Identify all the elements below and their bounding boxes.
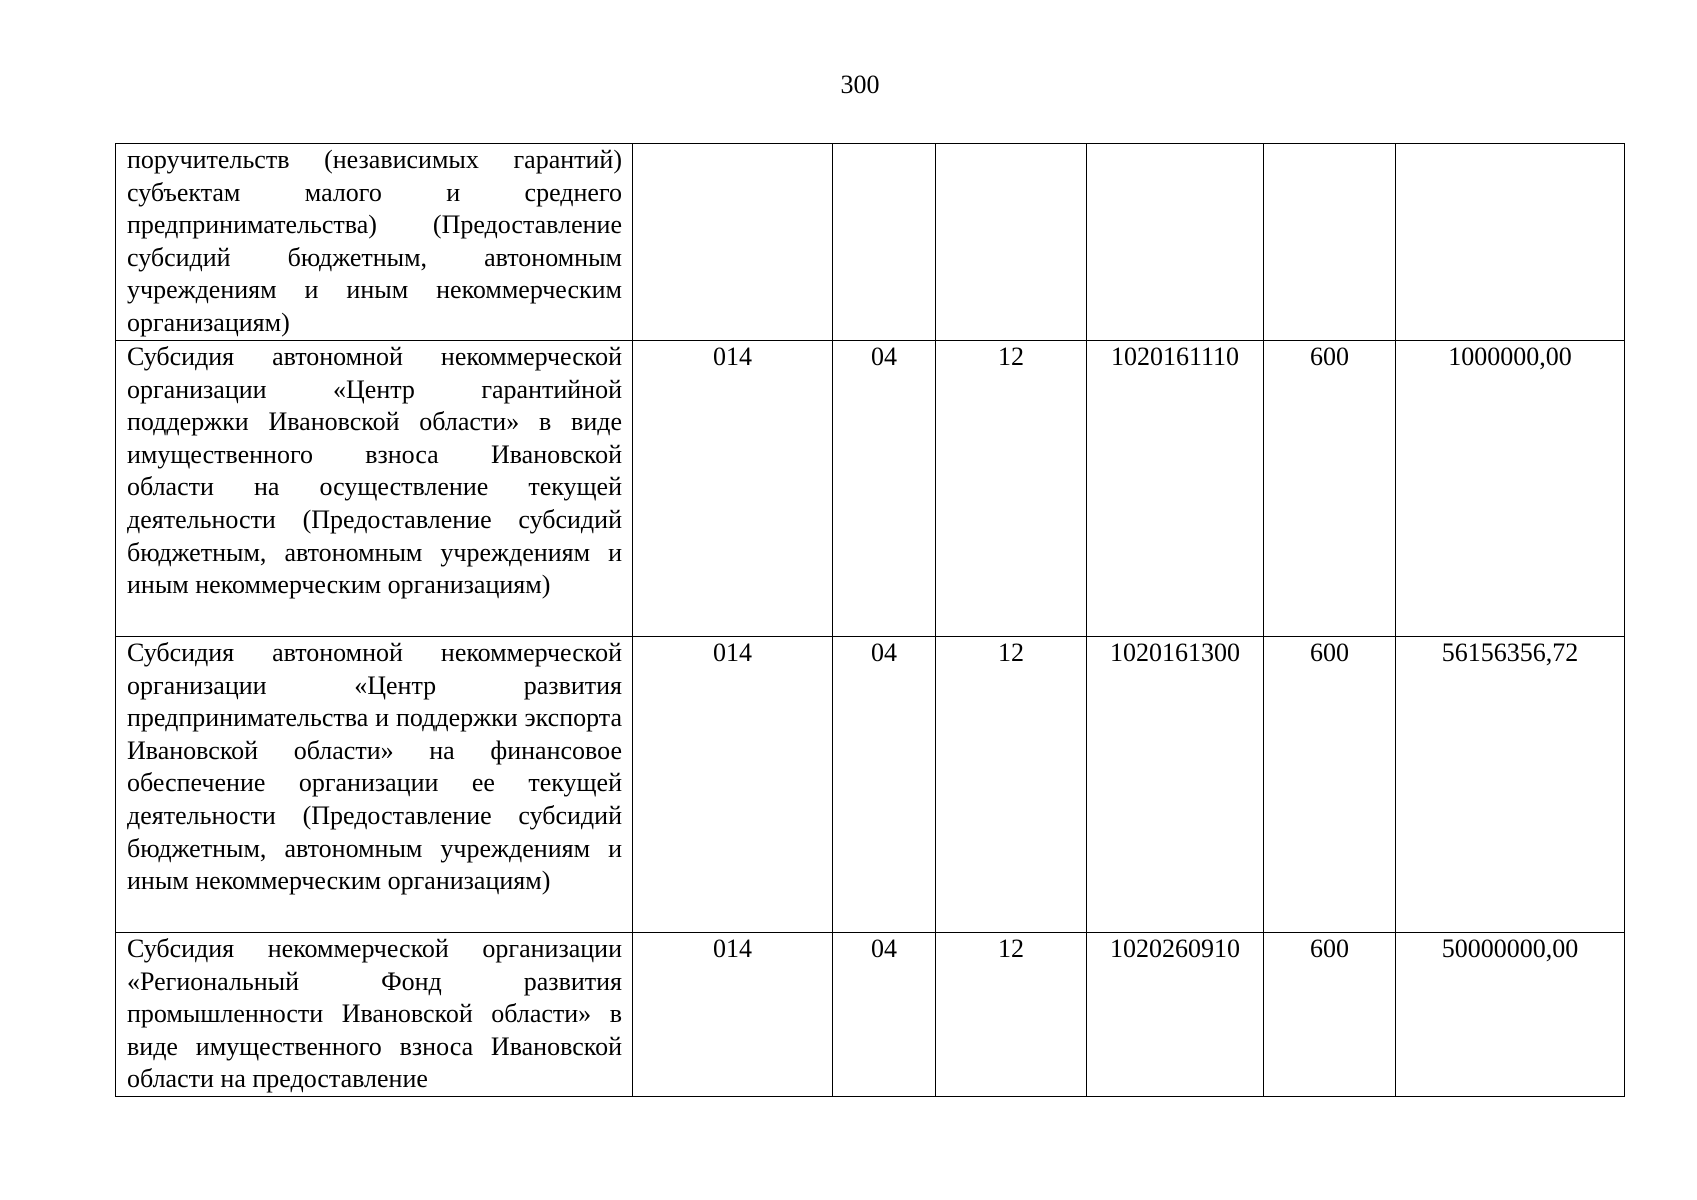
section-code — [833, 144, 936, 341]
ministry-code: 014 — [633, 933, 833, 1097]
expense-type-code: 600 — [1264, 637, 1396, 933]
amount — [1396, 144, 1625, 341]
page-number: 300 — [840, 70, 880, 99]
subsection-code: 12 — [936, 933, 1087, 1097]
target-article-code: 1020161110 — [1087, 341, 1264, 637]
table-row — [116, 637, 1625, 933]
ministry-code — [633, 144, 833, 341]
target-article-code — [1087, 144, 1264, 341]
row-description: Субсидия автономной некоммерческой организации «Центр развития предпринимательства и поддержки экспорта Ивановской области» на финансовое обеспечение организации ее текущей деятельности (Предоставление субсидий бюджетным, автономным учреждениям и иным некоммерческим организациям) — [116, 637, 633, 933]
table-row — [116, 933, 1625, 1097]
section-code: 04 — [833, 933, 936, 1097]
row-description: поручительств (независимых гарантий) субъектам малого и среднего предпринимательства) (Предоставление субсидий бюджетным, автономным учреждениям и иным некоммерческим организациям) — [116, 144, 633, 341]
amount: 56156356,72 — [1396, 637, 1625, 933]
expense-type-code: 600 — [1264, 341, 1396, 637]
subsection-code — [936, 144, 1087, 341]
expense-type-code — [1264, 144, 1396, 341]
subsection-code: 12 — [936, 637, 1087, 933]
target-article-code: 1020161300 — [1087, 637, 1264, 933]
amount: 1000000,00 — [1396, 341, 1625, 637]
table-row — [116, 144, 1625, 341]
subsection-code: 12 — [936, 341, 1087, 637]
row-description: Субсидия некоммерческой организации «Региональный Фонд развития промышленности Ивановской области» в виде имущественного взноса Ивановской области на предоставление — [116, 933, 633, 1097]
budget-table — [115, 143, 1625, 1097]
expense-type-code: 600 — [1264, 933, 1396, 1097]
section-code: 04 — [833, 637, 936, 933]
row-description: Субсидия автономной некоммерческой организации «Центр гарантийной поддержки Ивановской области» в виде имущественного взноса Ивановской области на осуществление текущей деятельности (Предоставление субсидий бюджетным, автономным учреждениям и иным некоммерческим организациям) — [116, 341, 633, 637]
amount: 50000000,00 — [1396, 933, 1625, 1097]
ministry-code: 014 — [633, 637, 833, 933]
table-row — [116, 341, 1625, 637]
section-code: 04 — [833, 341, 936, 637]
target-article-code: 1020260910 — [1087, 933, 1264, 1097]
ministry-code: 014 — [633, 341, 833, 637]
